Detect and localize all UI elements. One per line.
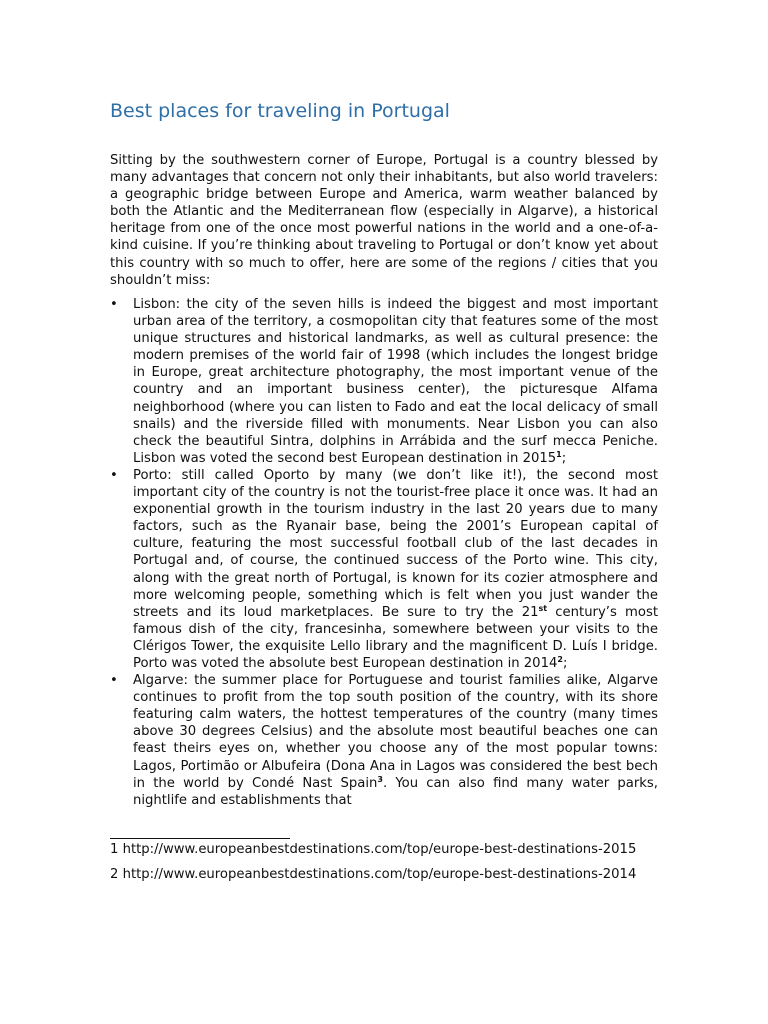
ordinal-suffix: st: [538, 603, 548, 613]
list-item-text: Lisbon: the city of the seven hills is indeed the biggest and most important urban area of the territory, a cosmopolitan city that features some of the most unique structures and historical landmarks, as well as cultural presence: the modern premises of the world fair of 1998 (which includes the longest bridge in Europe, great architecture photography, the most important venue of the country and an important business center), the picturesque Alfama neighborhood (where you can listen to Fado and eat the local delicacy of small snails) and the riverside filled with monuments. Near Lisbon you can also check the beautiful Sintra, dolphins in Arrábida and the surf mecca Peniche. Lisbon was voted the second best European destination in 2015: [133, 297, 658, 466]
list-item-text: ;: [562, 655, 568, 671]
bullet-icon: •: [110, 673, 118, 689]
destination-list: [110, 296, 658, 809]
list-item-porto: [110, 467, 658, 672]
list-item-text: Porto: still called Oporto by many (we don’t like it!), the second most important city of the country is not the tourist-free place it once was. It had an exponential growth in the tourism industry in the last 20 years due to many factors, such as the Ryanair base, being the 2001’s European capital of culture, featuring the most successful football club of the last decades in Portugal and, of course, the continued success of the Porto wine. This city, along with the great north of Portugal, is known for its cozier atmosphere and more welcoming people, something which is felt when you just wander the streets and its loud marketplaces. Be sure to try the 21: [133, 467, 658, 620]
intro-paragraph: Sitting by the southwestern corner of Europe, Portugal is a country blessed by many advantages that concern not only their inhabitants, but also world travelers: a geographic bridge between Europe and America, warm weather balanced by both the Atlantic and the Mediterranean flow (especially in Algarve), a historical heritage from one of the once most powerful nations in the world and a one-of-a-kind cuisine. If you’re thinking about traveling to Portugal or don’t know yet about this country with so much to offer, here are some of the regions / cities that you shouldn’t miss:: [110, 153, 658, 288]
footnote-1: 1 http://www.europeanbestdestinations.com/top/europe-best-destinations-2015: [110, 842, 637, 857]
list-item-lisbon: [110, 296, 658, 467]
bullet-icon: •: [110, 467, 118, 483]
list-item-text: century’s most famous dish of the city, francesinha, somewhere between your visits to the Clérigos Tower, the exquisite Lello library and the magnificent D. Luís I bridge. Porto was voted the absolute best European destination in 2014: [133, 604, 658, 671]
page-title: Best places for traveling in Portugal: [110, 100, 450, 122]
footnote-ref: 2: [557, 654, 563, 664]
list-item-text: Algarve: the summer place for Portuguese and tourist families alike, Algarve continues to profit from the top south position of the country, with its shore featuring calm waters, the hottest temperatures of the country (many times above 30 degrees Celsius) and the absolute most beautiful beaches one can feast theirs eyes on, whether you choose any of the most popular towns: Lagos, Portimão or Albufeira (Dona Ana in Lagos was considered the best bech in the world by Condé Nast Spain: [133, 673, 658, 791]
footnote-separator: [110, 838, 290, 839]
footnote-ref: 1: [556, 449, 562, 459]
list-item-text: ;: [561, 450, 567, 466]
list-item-algarve: [110, 672, 658, 809]
list-item-text: . You can also find many water parks, nightlife and establishments that: [133, 775, 658, 808]
bullet-icon: •: [110, 297, 118, 312]
footnote-ref: 3: [377, 774, 383, 784]
footnote-2: 2 http://www.europeanbestdestinations.com/top/europe-best-destinations-2014: [110, 867, 637, 882]
